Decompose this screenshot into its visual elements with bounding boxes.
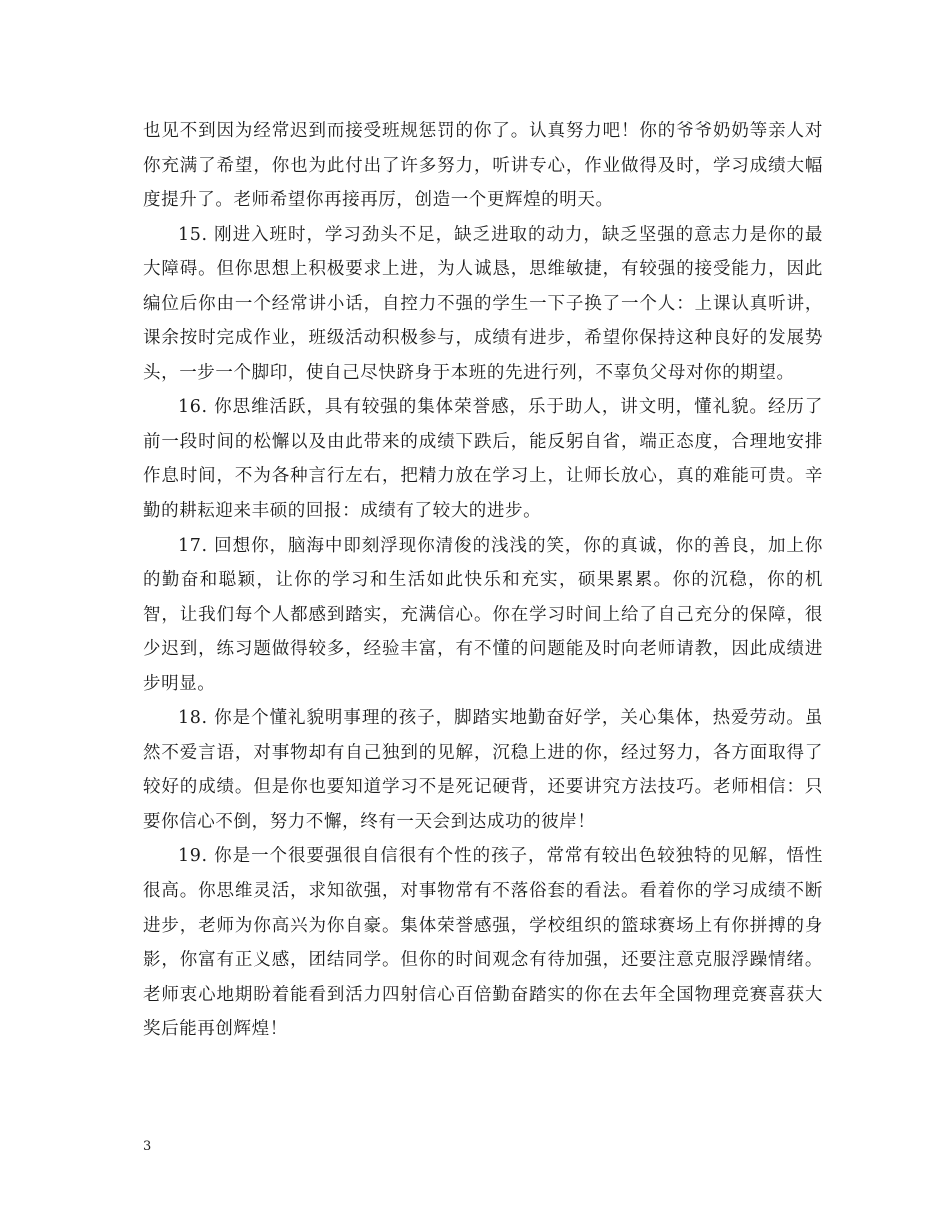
- paragraph-item-18: 18. 你是个懂礼貌明事理的孩子，脚踏实地勤奋好学，关心集体，热爱劳动。虽然不爱言语，对事物却有自己独到的见解，沉稳上进的你，经过努力，各方面取得了较好的成绩。但是你也要知道学习不是死记硬背，还要讲究方法技巧。老师相信：只要你信心不倒，努力不懈，终有一天会到达成功的彼岸！: [143, 708, 823, 832]
- paragraph-item-15: 15. 刚进入班时，学习劲头不足，缺乏进取的动力，缺乏坚强的意志力是你的最大障碍。但你思想上积极要求上进，为人诚恳，思维敏捷，有较强的接受能力，因此编位后你由一个经常讲小话，自控力不强的学生一下子换了一个人：上课认真听讲，课余按时完成作业，班级活动积极参与，成绩有进步，希望你保持这种良好的发展势头，一步一个脚印，使自己尽快跻身于本班的先进行列，不辜负父母对你的期望。: [143, 224, 823, 383]
- paragraph-item-19: 19. 你是一个很要强很自信很有个性的孩子，常常有较出色较独特的见解，悟性很高。你思维灵活，求知欲强，对事物常有不落俗套的看法。看着你的学习成绩不断进步，老师为你高兴为你自豪。集体荣誉感强，学校组织的篮球赛场上有你拼搏的身影，你富有正义感，团结同学。但你的时间观念有待加强，还要注意克服浮躁情绪。老师衷心地期盼着能看到活力四射信心百倍勤奋踏实的你在去年全国物理竞赛喜获大奖后能再创辉煌！: [143, 846, 823, 1040]
- page-number: 3: [143, 1139, 152, 1154]
- body-text: [143, 114, 823, 1047]
- paragraph-item-17: 17. 回想你，脑海中即刻浮现你清俊的浅浅的笑，你的真诚，你的善良，加上你的勤奋和聪颖，让你的学习和生活如此快乐和充实，硕果累累。你的沉稳，你的机智，让我们每个人都感到踏实，充满信心。你在学习时间上给了自己充分的保障，很少迟到，练习题做得较多，经验丰富，有不懂的问题能及时向老师请教，因此成绩进步明显。: [143, 535, 823, 694]
- paragraph-continuation: 也见不到因为经常迟到而接受班规惩罚的你了。认真努力吧！你的爷爷奶奶等亲人对你充满了希望，你也为此付出了许多努力，听讲专心，作业做得及时，学习成绩大幅度提升了。老师希望你再接再厉，创造一个更辉煌的明天。: [143, 121, 823, 211]
- paragraph-item-16: 16. 你思维活跃，具有较强的集体荣誉感，乐于助人，讲文明，懂礼貌。经历了前一段时间的松懈以及由此带来的成绩下跌后，能反躬自省，端正态度，合理地安排作息时间，不为各种言行左右，把精力放在学习上，让师长放心，真的难能可贵。辛勤的耕耘迎来丰硕的回报：成绩有了较大的进步。: [143, 397, 823, 522]
